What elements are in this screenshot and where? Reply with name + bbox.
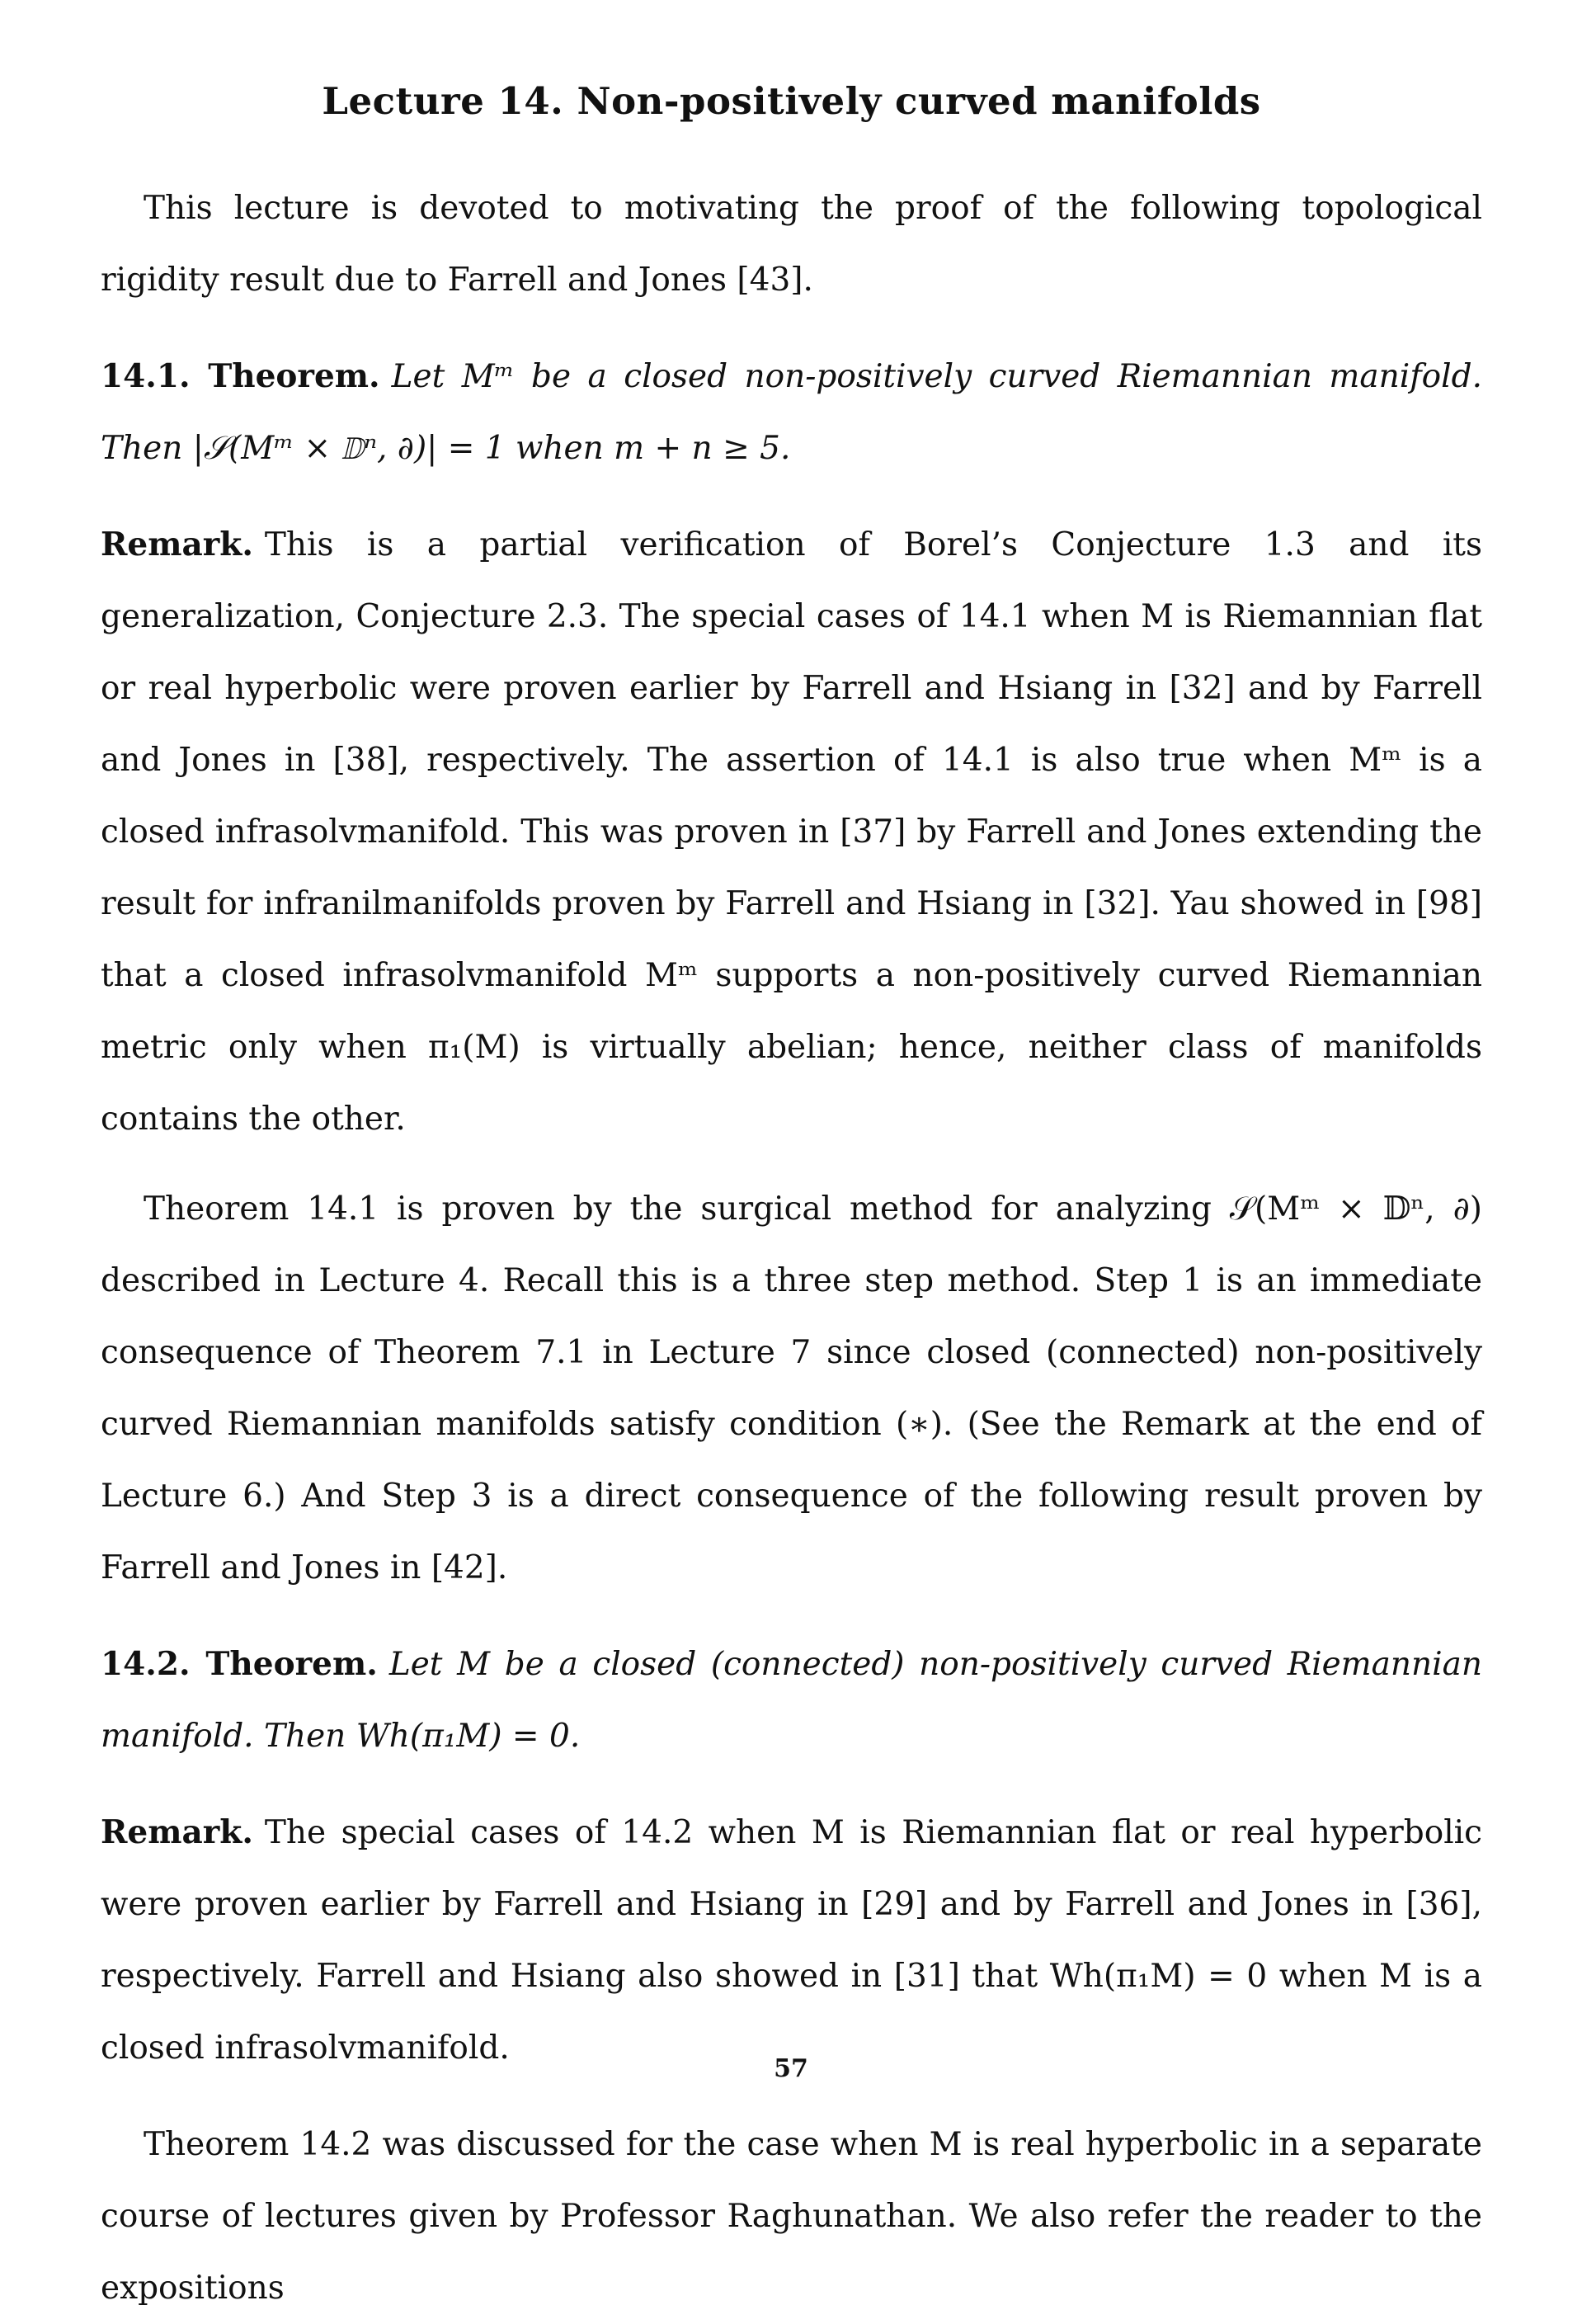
remark-1 bbox=[101, 509, 1482, 1155]
intro-paragraph: This lecture is devoted to motivating the proof of the following topological rigidity result due to Farrell and Jones [43]. bbox=[101, 190, 1482, 299]
theorem-14-2 bbox=[101, 1629, 1482, 1772]
theorem-14-2-label: 14.2. Theorem. bbox=[101, 1645, 378, 1683]
theorem-14-1 bbox=[101, 341, 1482, 484]
remark-2 bbox=[101, 1797, 1482, 2084]
paragraph-3: Theorem 14.2 was discussed for the case when M is real hyperbolic in a separate course of lectures given by Professor Raghunathan. We also refer the reader to the expositions bbox=[101, 2126, 1482, 2307]
remark-1-label: Remark. bbox=[101, 526, 253, 563]
page-number: 57 bbox=[774, 2054, 808, 2083]
theorem-14-1-label: 14.1. Theorem. bbox=[101, 357, 380, 395]
theorem-14-2-text: Let M be a closed (connected) non-positively curved Riemannian manifold. Then Wh(π₁M) = 0. bbox=[101, 1646, 1482, 1755]
theorem-14-1-text: Let Mᵐ be a closed non-positively curved Riemannian manifold. Then |𝒮(Mᵐ × 𝔻ⁿ, ∂)| = 1 when m + n ≥ 5. bbox=[101, 358, 1482, 467]
page-title: Lecture 14. Non-positively curved manifolds bbox=[322, 79, 1261, 123]
paragraph-2: Theorem 14.1 is proven by the surgical method for analyzing 𝒮(Mᵐ × 𝔻ⁿ, ∂) described in Lecture 4. Recall this is a three step method. Step 1 is an immediate consequence of Theorem 7.1 in Lecture 7 since closed (connected) non-positively curved Riemannian manifolds satisfy condition (∗). (See the Remark at the end of Lecture 6.) And Step 3 is a direct consequence of the following result proven by Farrell and Jones in [42]. bbox=[101, 1190, 1482, 1586]
remark-2-text: The special cases of 14.2 when M is Riemannian flat or real hyperbolic were proven earlier by Farrell and Hsiang in [29] and by Farrell and Jones in [36], respectively. Farrell and Hsiang also showed in [31] that Wh(π₁M) = 0 when M is a closed infrasolvmanifold. bbox=[101, 1814, 1482, 2067]
remark-2-label: Remark. bbox=[101, 1813, 253, 1851]
page-body bbox=[101, 79, 1482, 2324]
remark-1-text: This is a partial verification of Borel’s Conjecture 1.3 and its generalization, Conjecture 2.3. The special cases of 14.1 when M is Riemannian flat or real hyperbolic were proven earlier by Farrell and Hsiang in [32] and by Farrell and Jones in [38], respectively. The assertion of 14.1 is also true when Mᵐ is a closed infrasolvmanifold. This was proven in [37] by Farrell and Jones extending the result for infranilmanifolds proven by Farrell and Hsiang in [32]. Yau showed in [98] that a closed infrasolvmanifold Mᵐ supports a non-positively curved Riemannian metric only when π₁(M) is virtually abelian; hence, neither class of manifolds contains the other. bbox=[101, 526, 1482, 1138]
